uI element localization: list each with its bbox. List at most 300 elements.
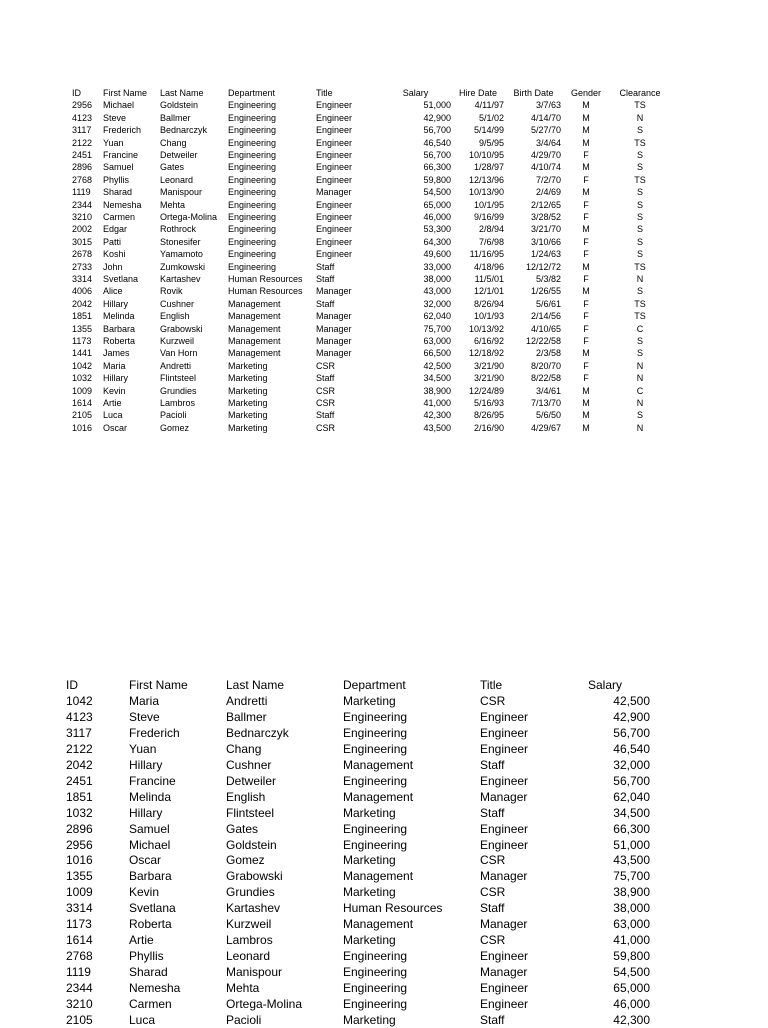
table-cell: 56,700 <box>613 725 650 740</box>
table-cell: 2896 <box>72 162 93 173</box>
table-cell: Engineer <box>480 949 529 964</box>
table-cell: Ballmer <box>226 709 267 724</box>
table-cell: Engineering <box>228 236 277 247</box>
table-cell: 53,300 <box>423 224 451 235</box>
table-cell: Hillary <box>129 757 163 772</box>
table-cell: TS <box>634 137 646 148</box>
table-cell: Human Resources <box>343 901 443 916</box>
table-cell: 11/16/95 <box>469 249 504 260</box>
table-cell: 43,500 <box>423 422 451 433</box>
table-cell: C <box>636 323 644 334</box>
table-cell: N <box>636 422 644 433</box>
table-cell: Luca <box>103 410 123 421</box>
table-cell: Nemesha <box>129 981 181 996</box>
table-cell: Engineer <box>480 981 529 996</box>
table-cell: S <box>636 348 643 359</box>
column-header: Gender <box>570 88 602 98</box>
table-cell: TS <box>634 311 646 322</box>
table-cell: 33,000 <box>423 261 451 272</box>
table-cell: 54,500 <box>423 187 451 198</box>
table-cell: 3/10/66 <box>530 236 561 247</box>
table-cell: 5/3/82 <box>535 274 561 284</box>
table-cell: 2451 <box>72 150 93 160</box>
table-cell: Management <box>228 311 281 322</box>
table-cell: 1042 <box>66 693 93 708</box>
table-cell: 64,300 <box>423 236 451 247</box>
table-cell: 1173 <box>66 917 92 932</box>
table-cell: Maria <box>129 693 160 708</box>
column-header: Salary <box>402 88 429 98</box>
table-cell: M <box>582 112 590 123</box>
table-cell: 4123 <box>72 112 93 123</box>
table-cell: 65,000 <box>613 981 650 996</box>
table-cell: Barbara <box>103 323 136 334</box>
table-cell: 3/21/90 <box>473 373 504 384</box>
table-cell: F <box>583 236 589 247</box>
table-cell: 2/4/69 <box>535 187 561 198</box>
table-cell: Pacioli <box>226 1012 262 1027</box>
table-cell: 5/16/93 <box>473 398 504 408</box>
table-cell: Engineer <box>316 162 353 173</box>
table-cell: 7/13/70 <box>530 398 561 408</box>
table-cell: S <box>636 187 643 198</box>
table-cell: 1009 <box>66 885 93 900</box>
table-cell: Kevin <box>129 885 160 900</box>
table-cell: 1614 <box>72 398 93 408</box>
table-cell: Hillary <box>129 805 163 820</box>
table-cell: 2678 <box>72 249 93 260</box>
table-cell: 42,900 <box>423 112 451 123</box>
table-cell: Management <box>228 336 281 346</box>
table-cell: F <box>583 249 589 260</box>
table-cell: 3/21/90 <box>473 360 504 371</box>
table-cell: Melinda <box>129 789 172 804</box>
table-cell: CSR <box>316 398 336 408</box>
table-cell: Pacioli <box>160 410 187 421</box>
table-cell: Engineer <box>316 112 353 123</box>
table-cell: Frederich <box>103 125 142 136</box>
table-cell: 2344 <box>66 981 93 996</box>
table-cell: Oscar <box>129 853 162 868</box>
table-cell: Carmen <box>129 997 172 1011</box>
table-cell: Kevin <box>103 385 126 396</box>
table-cell: 1009 <box>72 385 93 396</box>
table-cell: 62,040 <box>423 311 451 322</box>
table-cell: Detweiler <box>226 773 277 788</box>
table-cell: Bednarczyk <box>226 725 289 740</box>
table-cell: Staff <box>316 261 335 272</box>
table-cell: F <box>583 373 589 384</box>
column-header: Department <box>228 88 276 98</box>
table-cell: Engineering <box>228 112 277 123</box>
table-cell: Staff <box>480 1012 505 1027</box>
table-cell: Flintsteel <box>226 805 275 820</box>
table-cell: Bednarczyk <box>160 125 208 136</box>
table-cell: 56,700 <box>613 773 650 788</box>
table-cell: TS <box>634 174 646 185</box>
table-cell: 1/28/97 <box>473 162 504 173</box>
table-cell: CSR <box>316 385 336 396</box>
table-cell: 2/12/65 <box>530 199 561 210</box>
table-cell: Maria <box>103 360 126 371</box>
table-cell: Carmen <box>103 212 136 222</box>
table-cell: 56,700 <box>423 150 451 160</box>
table-cell: 3117 <box>72 125 92 136</box>
table-cell: Engineering <box>228 100 277 111</box>
table-cell: Chang <box>226 741 262 756</box>
table-cell: M <box>582 410 590 421</box>
table-cell: 3210 <box>72 212 93 222</box>
table-cell: 8/20/70 <box>530 360 561 371</box>
table-cell: Marketing <box>343 853 396 868</box>
table-cell: 12/18/92 <box>468 348 504 359</box>
table-cell: F <box>583 212 589 222</box>
table-cell: 10/13/90 <box>468 187 504 198</box>
table-cell: Leonard <box>160 174 194 185</box>
table-cell: Gomez <box>226 853 265 868</box>
table-cell: 5/6/61 <box>535 298 561 309</box>
table-cell: 1441 <box>72 348 93 359</box>
table-cell: 32,000 <box>613 757 650 772</box>
table-cell: 1355 <box>66 869 93 884</box>
table-cell: Chang <box>160 137 187 148</box>
table-cell: M <box>582 125 590 136</box>
table-cell: Human Resources <box>228 274 303 284</box>
table-cell: Marketing <box>228 373 268 384</box>
table-cell: Andretti <box>160 360 192 371</box>
table-cell: 56,700 <box>423 125 451 136</box>
table-cell: 10/13/92 <box>468 323 504 334</box>
table-cell: 2042 <box>66 757 93 772</box>
table-cell: Engineering <box>343 821 408 836</box>
table-cell: F <box>583 274 589 284</box>
table-cell: 2122 <box>66 741 93 756</box>
table-cell: Management <box>343 757 414 772</box>
table-cell: 1016 <box>66 853 93 868</box>
table-cell: Manager <box>316 187 352 198</box>
table-cell: M <box>582 187 590 198</box>
table-cell: 38,900 <box>423 385 451 396</box>
table-cell: 59,800 <box>423 174 451 185</box>
table-cell: 9/16/99 <box>473 212 504 222</box>
table-cell: Management <box>228 348 281 359</box>
table-cell: 1119 <box>66 965 91 980</box>
table-cell: 1042 <box>72 360 93 371</box>
table-cell: Marketing <box>228 410 268 421</box>
table-cell: 46,540 <box>423 137 451 148</box>
table-cell: M <box>582 137 590 148</box>
table-cell: Phyllis <box>129 949 164 964</box>
table-cell: CSR <box>316 422 336 433</box>
table-cell: Ortega-Molina <box>226 997 303 1011</box>
table-cell: M <box>582 286 590 297</box>
table-cell: 34,500 <box>423 373 451 384</box>
table-cell: Roberta <box>103 336 136 346</box>
table-cell: 43,500 <box>613 853 650 868</box>
table-cell: 2344 <box>72 199 93 210</box>
table-cell: Management <box>343 869 414 884</box>
table-cell: 8/26/94 <box>473 298 504 309</box>
table-cell: 2/14/56 <box>530 311 561 322</box>
table-cell: Engineering <box>343 741 408 756</box>
table-cell: Engineering <box>228 137 277 148</box>
table-cell: Engineer <box>316 224 353 235</box>
table-cell: Flintsteel <box>160 373 197 384</box>
table-cell: Marketing <box>343 693 396 708</box>
table-cell: 2451 <box>66 773 93 788</box>
table-cell: Engineer <box>316 199 353 210</box>
table-cell: 5/1/02 <box>478 112 504 123</box>
table-cell: John <box>103 261 123 272</box>
table-cell: 3314 <box>72 274 93 284</box>
table-cell: Luca <box>129 1012 156 1027</box>
table-cell: Engineer <box>316 236 353 247</box>
table-cell: Staff <box>480 757 505 772</box>
table-cell: 42,500 <box>613 693 650 708</box>
table-cell: Goldstein <box>160 100 199 111</box>
table-cell: 2956 <box>72 100 93 111</box>
table-cell: 1851 <box>66 789 93 804</box>
table-cell: 3/4/64 <box>535 137 561 148</box>
column-header: Birth Date <box>513 88 554 98</box>
table-cell: Samuel <box>129 821 170 836</box>
table-cell: Mehta <box>226 981 260 996</box>
table-cell: Koshi <box>103 249 126 260</box>
table-cell: Marketing <box>343 1012 396 1027</box>
table-cell: 66,300 <box>613 821 650 836</box>
table-cell: Manager <box>316 348 352 359</box>
table-cell: 59,800 <box>613 949 650 964</box>
column-header: First Name <box>103 88 148 98</box>
column-header: Clearance <box>619 88 661 98</box>
table-cell: S <box>636 336 643 346</box>
table-cell: Manager <box>480 917 528 932</box>
table-cell: 66,500 <box>423 348 451 359</box>
table-cell: 63,000 <box>613 917 650 932</box>
table-cell: Barbara <box>129 869 172 884</box>
table-cell: 12/12/72 <box>525 261 561 272</box>
table-cell: Phyllis <box>103 174 130 185</box>
table-cell: M <box>582 261 590 272</box>
table-cell: Engineering <box>228 199 277 210</box>
table-cell: Engineering <box>343 949 408 964</box>
table-cell: Kurzweil <box>226 917 272 932</box>
table-cell: 8/26/95 <box>473 410 504 421</box>
table-cell: F <box>583 150 589 160</box>
table-cell: 1173 <box>72 336 92 346</box>
table-cell: Manager <box>480 965 528 980</box>
table-cell: Manager <box>316 286 352 297</box>
table-cell: Engineering <box>228 187 277 198</box>
table-cell: Staff <box>480 805 505 820</box>
table-cell: Marketing <box>343 885 396 900</box>
column-header: Last Name <box>160 88 204 98</box>
table-cell: 3/4/61 <box>535 385 561 396</box>
table-cell: CSR <box>480 885 506 900</box>
table-cell: 66,300 <box>423 162 451 173</box>
table-cell: Kartashev <box>160 274 201 284</box>
table-cell: Kurzweil <box>160 336 195 346</box>
table-cell: 32,000 <box>423 298 451 309</box>
table-cell: 63,000 <box>423 336 451 346</box>
table-cell: Manager <box>480 789 528 804</box>
table-cell: English <box>226 789 266 804</box>
table-cell: 42,300 <box>613 1012 650 1027</box>
table-cell: Engineer <box>480 997 529 1011</box>
table-cell: Zumkowski <box>160 261 206 272</box>
table-cell: Engineering <box>228 125 277 136</box>
table-cell: Marketing <box>343 805 396 820</box>
table-cell: Detweiler <box>160 150 198 160</box>
table-cell: 1119 <box>72 187 91 198</box>
table-cell: Artie <box>129 933 154 948</box>
table-cell: Engineering <box>228 212 277 222</box>
table-cell: 2042 <box>72 298 93 309</box>
table-cell: Engineering <box>343 725 408 740</box>
table-cell: Engineering <box>228 261 277 272</box>
table-cell: Engineering <box>228 162 277 173</box>
table-cell: 2002 <box>72 224 93 235</box>
table-cell: M <box>582 100 590 111</box>
table-cell: S <box>636 224 643 235</box>
table-cell: 5/14/99 <box>473 125 504 136</box>
table-cell: Cushner <box>160 298 195 309</box>
table-cell: Hillary <box>103 373 129 384</box>
table-cell: 54,500 <box>613 965 650 980</box>
table-cell: Engineer <box>316 100 353 111</box>
table-cell: Marketing <box>343 933 396 948</box>
table-cell: M <box>582 162 590 173</box>
table-cell: Nemesha <box>103 199 142 210</box>
table-cell: 41,000 <box>423 398 451 408</box>
table-cell: 2105 <box>72 410 93 421</box>
table-cell: 2768 <box>72 174 93 185</box>
table-cell: 42,500 <box>423 360 451 371</box>
table-cell: 4123 <box>66 709 93 724</box>
table-cell: Lambros <box>160 398 196 408</box>
table-cell: Engineering <box>343 773 408 788</box>
table-cell: Ortega-Molina <box>160 212 218 222</box>
table-cell: 1032 <box>66 805 93 820</box>
table-cell: CSR <box>480 933 506 948</box>
table-cell: Cushner <box>226 757 272 772</box>
table-cell: 12/22/58 <box>525 336 561 346</box>
table-cell: TS <box>634 100 646 111</box>
table-cell: Engineering <box>228 224 277 235</box>
table-cell: 5/27/70 <box>530 125 561 136</box>
table-cell: F <box>583 323 589 334</box>
table-cell: 3/21/70 <box>530 224 561 235</box>
column-header: Title <box>480 678 503 692</box>
table-cell: CSR <box>316 360 336 371</box>
table-cell: 2105 <box>66 1012 93 1027</box>
table-cell: Hillary <box>103 298 129 309</box>
table-cell: F <box>583 360 589 371</box>
table-cell: Grabowski <box>160 323 203 334</box>
table-cell: 4/10/74 <box>530 162 561 173</box>
table-cell: 1851 <box>72 311 93 322</box>
table-cell: 2956 <box>66 837 93 852</box>
table-cell: Staff <box>316 373 335 384</box>
table-cell: 2733 <box>72 261 93 272</box>
table-cell: Mehta <box>160 199 186 210</box>
table-cell: TS <box>634 261 646 272</box>
table-cell: Sharad <box>103 187 133 198</box>
table-cell: F <box>583 199 589 210</box>
column-header: Hire Date <box>458 88 497 98</box>
table-cell: Leonard <box>226 949 271 964</box>
table-cell: Management <box>228 298 281 309</box>
table-cell: Management <box>228 323 281 334</box>
table-cell: 9/5/95 <box>478 137 504 148</box>
table-cell: Engineer <box>316 174 353 185</box>
table-cell: Yamamoto <box>160 249 203 260</box>
table-cell: Engineering <box>343 709 408 724</box>
table-cell: Human Resources <box>228 286 303 297</box>
table-cell: Staff <box>316 298 335 309</box>
table-cell: Gates <box>226 821 259 836</box>
table-cell: 3117 <box>66 725 92 740</box>
table-cell: 46,000 <box>613 997 650 1011</box>
table-cell: Engineer <box>316 212 353 222</box>
table-cell: C <box>636 385 644 396</box>
table-cell: 75,700 <box>423 323 451 334</box>
table-cell: N <box>636 398 644 408</box>
table-cell: N <box>636 360 644 371</box>
table-cell: N <box>636 373 644 384</box>
table-cell: 42,300 <box>423 410 451 421</box>
table-cell: 41,000 <box>613 933 650 948</box>
table-cell: 1016 <box>72 422 93 433</box>
table-cell: Management <box>343 917 414 932</box>
table-cell: Andretti <box>226 693 268 708</box>
table-cell: Steve <box>103 112 127 123</box>
table-cell: Rovik <box>160 286 183 297</box>
table-cell: 2122 <box>72 137 93 148</box>
table-cell: Engineer <box>480 741 529 756</box>
table-cell: Frederich <box>129 725 180 740</box>
table-cell: 10/1/95 <box>473 199 504 210</box>
table-cell: 4/14/70 <box>530 112 561 123</box>
table-cell: 7/2/70 <box>535 174 561 185</box>
table-cell: 51,000 <box>613 837 650 852</box>
table-cell: Rothrock <box>160 224 197 235</box>
table-cell: 2896 <box>66 821 93 836</box>
table-cell: 10/1/93 <box>473 311 504 322</box>
table-cell: 3/7/63 <box>535 100 561 111</box>
table-cell: M <box>582 398 590 408</box>
table-cell: Manager <box>316 311 352 322</box>
table-cell: 5/6/50 <box>535 410 561 421</box>
table-cell: 3314 <box>66 901 93 916</box>
table-cell: 11/5/01 <box>474 274 504 284</box>
table-cell: Van Horn <box>160 348 198 359</box>
table-cell: Edgar <box>103 224 128 235</box>
table-cell: Lambros <box>226 933 273 948</box>
table-cell: Manispour <box>226 965 283 980</box>
table-cell: F <box>583 174 589 185</box>
table-cell: S <box>636 286 643 297</box>
table-cell: Engineer <box>480 837 529 852</box>
table-cell: Francine <box>103 150 139 160</box>
table-cell: F <box>583 336 589 346</box>
table-cell: 7/6/98 <box>478 236 504 247</box>
table-cell: Oscar <box>103 422 128 433</box>
table-cell: 4/29/67 <box>530 422 561 433</box>
table-cell: Grundies <box>160 385 197 396</box>
table-cell: Roberta <box>129 917 172 932</box>
table-cell: 2/16/90 <box>473 422 504 433</box>
